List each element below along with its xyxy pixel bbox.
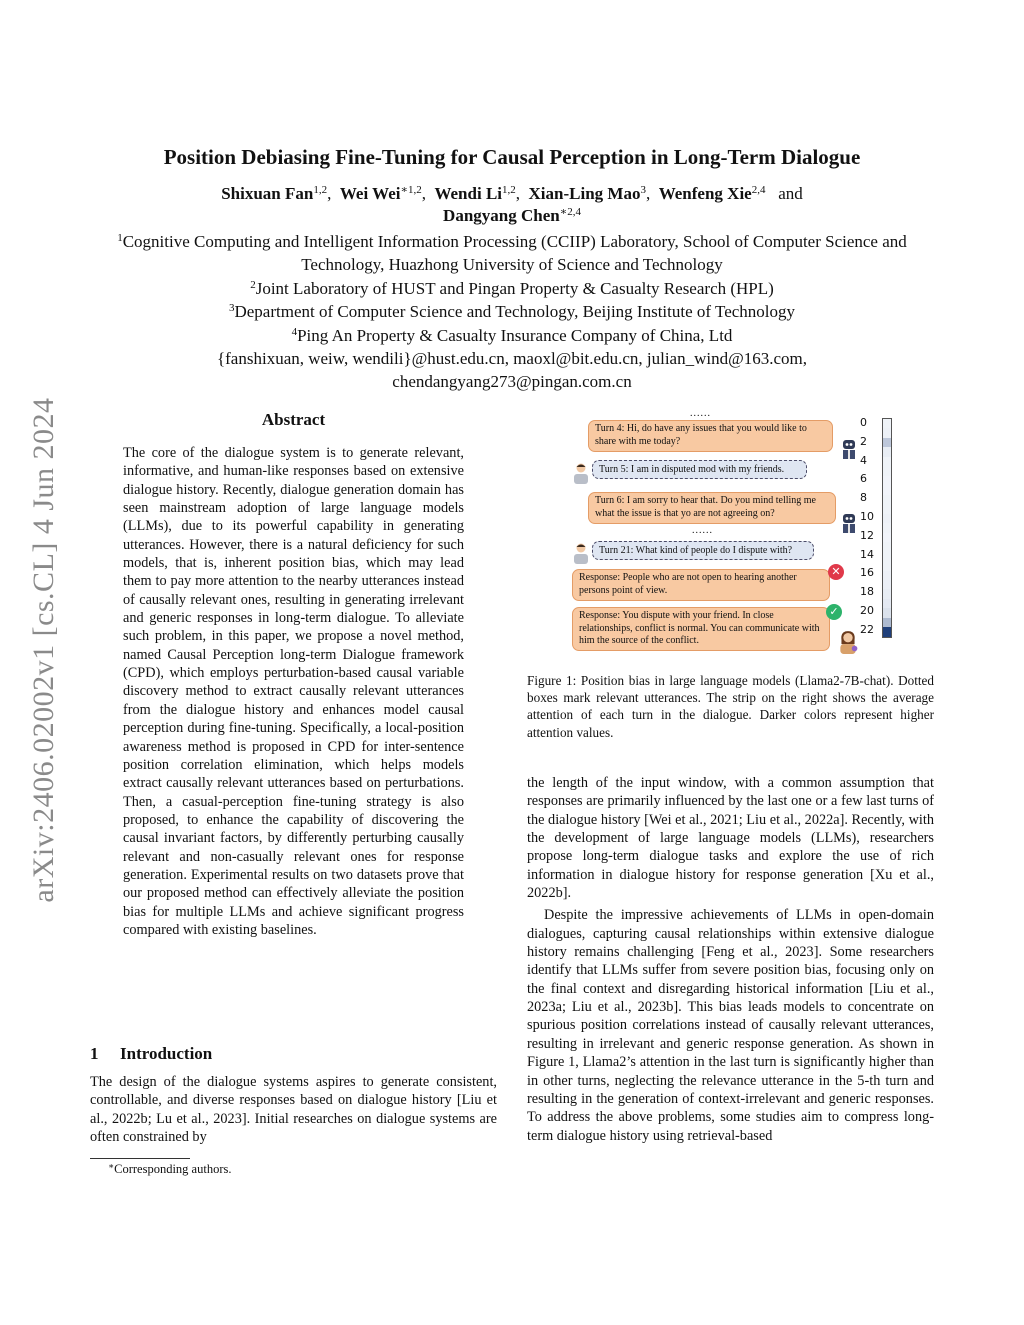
strip-tick-label: 18 [860, 585, 874, 599]
strip-tick-label: 2 [860, 434, 867, 448]
attention-cell [883, 618, 891, 627]
strip-tick-label: 20 [860, 604, 874, 617]
strip-tick-label: 16 [860, 566, 874, 580]
affiliation-3: $^3$Department of Computer Science and Technology, Beijing Institute of Technology [228, 302, 796, 322]
ellipsis-middle: ...... [692, 525, 713, 536]
authors-and: and [778, 184, 803, 203]
attention-cell [883, 552, 891, 561]
section-number: 1 [90, 1044, 99, 1063]
affiliations [90, 230, 934, 394]
email-line: chendangyang273@pingan.com.cn [392, 372, 632, 392]
affiliation-4: $^4$Ping An Property & Casualty Insurance Company of China, Ltd [291, 325, 733, 345]
author-sup: ∗1,2 [400, 184, 422, 196]
paragraph: Despite the impressive achievements of LLMs in open-domain dialogues, capturing causal relationships within extensive dialogue history remains challenging [Feng et al., 2023]. Some researchers identify that LLMs suffer from severe position bias, focusing only on the final context and disregarding historical information [Liu et al., 2023a; Liu et al., 2023b]. This bias leads models to concentrate on spurious position correlations instead of causally relevant utterances, resulting in irrelevant and generic response generation. As shown in Figure 1, Llama2’s attention in the last turn is significantly higher than in other turns, neglecting the relevance utterance in the 5-th turn and resulting in the generation of context-irrelevant and generic responses. To address the above problems, some studies aim to compress long-term dialogue history using retrieval-based [527, 907, 934, 1144]
attention-cell [883, 447, 891, 456]
bot-avatar-icon [840, 512, 858, 534]
turn-6-bubble: Turn 6: I am sorry to hear that. Do you mind telling me what the issue is that yo are not agreeing on? [588, 492, 836, 524]
figure-caption: Figure 1: Position bias in large language models (Llama2-7B-chat). Dotted boxes mark relevant utterances. The strip on the right shows the average attention of each turn in the dialogue. Darker colors represent higher attention values. [527, 673, 934, 740]
author-sup: 1,2 [313, 184, 328, 196]
figure-1 [560, 408, 900, 658]
section-heading [90, 1044, 212, 1064]
attention-cell [883, 419, 891, 428]
response-irrelevant-bubble: Response: People who are not open to hearing another persons point of view. [572, 569, 830, 601]
attention-cell [883, 599, 891, 608]
turn-21-bubble: Turn 21: What kind of people do I dispute with? [592, 541, 814, 560]
strip-tick-label: 12 [860, 528, 874, 542]
user-avatar-icon [572, 462, 590, 484]
footnote [108, 1162, 231, 1177]
author-sup: 1,2 [502, 184, 516, 196]
response-relevant-bubble: Response: You dispute with your friend. In close relationships, conflict is normal. You can communicate with him the source of the conflict. [572, 607, 830, 651]
turn-5-bubble: Turn 5: I am in disputed mod with my friends. [592, 460, 807, 479]
footnote-mark: ∗ [108, 1161, 115, 1171]
intro-paragraph: The design of the dialogue systems aspires to generate consistent, controllable, and diverse responses based on dialogue history [Liu et al., 2022b; Lu et al., 2023]. Initial researches on dialogue systems are often constrained by [90, 1074, 497, 1146]
strip-tick-label: 10 [860, 510, 874, 523]
email-line: {fanshixuan, weiw, wendili}@hust.edu.cn, maoxl@bit.edu.cn, julian_wind@163.com, [216, 349, 808, 369]
attention-cell [883, 495, 891, 504]
attention-cell [883, 533, 891, 542]
attention-cell [883, 466, 891, 475]
strip-tick-label: 8 [860, 491, 867, 505]
author-name: Wei Wei [339, 184, 401, 203]
bot-avatar-icon [840, 438, 858, 460]
attention-cell [883, 504, 891, 513]
section-title: Introduction [120, 1044, 213, 1063]
user-avatar-icon [838, 630, 858, 654]
author-sup: 2,4 [751, 184, 766, 196]
cross-icon: ✕ [828, 564, 844, 580]
author-name: Shixuan Fan [221, 184, 314, 203]
check-icon: ✓ [826, 604, 842, 620]
author-sup: 3 [640, 184, 646, 196]
abstract-body: The core of the dialogue system is to generate relevant, informative, and human-like responses based on extensive dialogue history. Recently, dialogue generation domain has seen mainstream adoption of large language models (LLMs), due to its powerful capability in generating utterances. However, there is a natural deficiency for such models, that is, inherent position bias, which may lead them to pay more attention to the nearby utterances instead of causally relevant ones, resulting in generating irrelevant and generic responses in long-term dialogue. To alleviate such problem, in this paper, we propose a novel method, named Causal Perception long-term Dialogue framework (CPD), which employs perturbation-based causal variable discovery method to extract causally relevant utterances from the dialogue history and enhances model causal perception during fine-tuning. Specifically, a local-position awareness method is proposed in CPD for inter-sentence position correlation elimination, which helps models extract causally relevant utterances based on perturbations. Then, a casual-perception fine-tuning strategy is also proposed, to enhance the capability of discovering the causal invariant factors, by differently perturbing causally relevant and non-casually relevant ones for response generation. Experimental results on two datasets prove that our proposed method can effectively alleviate the position bias for multiple LLMs and achieve significant progress compared with existing baselines. [123, 445, 464, 938]
footnote-rule [90, 1158, 190, 1159]
attention-cell [883, 485, 891, 494]
arxiv-identifier [22, 370, 66, 930]
arxiv-identifier-text: arXiv:2406.02002v1 [cs.CL] 4 Jun 2024 [27, 397, 60, 903]
attention-cell [883, 571, 891, 580]
paper-title: Position Debiasing Fine-Tuning for Causal Perception in Long-Term Dialogue [163, 145, 861, 169]
strip-tick-label: 14 [860, 547, 874, 561]
paragraph: the length of the input window, with a common assumption that responses are primarily influenced by the last one or a few last turns of the dialogue history [Wei et al., 2021; Liu et al., 2022a]. Recently, with the development of large language models (LLMs), researchers propose long-term dialogue tasks and explore the use of rich information in dialogue history for response generation [Xu et al., 2022b]. [527, 775, 934, 902]
abstract-heading: Abstract [261, 410, 326, 429]
strip-tick-label: 22 [860, 622, 874, 636]
attention-cell [883, 457, 891, 466]
author-name: Xian-Ling Mao [528, 184, 641, 203]
affiliation-1: $^1$Cognitive Computing and Intelligent Information Processing (CCIIP) Laboratory, School of Computer Science and Technology, Huazhong University of Science and Technology [117, 232, 907, 275]
turn-4-bubble: Turn 4: Hi, do have any issues that you would like to share with me today? [588, 420, 833, 452]
attention-cell [883, 608, 891, 617]
attention-strip [882, 418, 892, 638]
attention-cell [883, 428, 891, 437]
attention-cell [883, 561, 891, 570]
author-sup: ∗2,4 [559, 206, 581, 218]
affiliation-2: $^2$Joint Laboratory of HUST and Pingan Property & Casualty Research (HPL) [250, 278, 774, 298]
user-avatar-icon [572, 542, 590, 564]
attention-cell [883, 523, 891, 532]
attention-cell [883, 627, 891, 636]
author-list: Shixuan Fan$^{1,2}$, Wei Wei$^{∗1,2}$, Wendi Li$^{1,2}$, Xian-Ling Mao$^3$, Wenfeng Xie$^{2,4}$ and Dangyang Chen$^{∗2,4}$ [221, 184, 803, 225]
strip-tick-label: 0 [860, 416, 867, 429]
author-name: Wendi Li [434, 184, 503, 203]
right-column-text [527, 774, 934, 1145]
attention-cell [883, 589, 891, 598]
author-name: Dangyang Chen [443, 206, 560, 225]
footnote-text: Corresponding authors. [114, 1162, 232, 1176]
author-name: Wenfeng Xie [658, 184, 752, 203]
strip-tick-label: 4 [860, 453, 867, 467]
ellipsis-top: ...... [690, 408, 711, 419]
strip-tick-label: 6 [860, 472, 867, 486]
attention-cell [883, 580, 891, 589]
attention-cell [883, 514, 891, 523]
attention-cell [883, 476, 891, 485]
attention-cell [883, 438, 891, 447]
attention-cell [883, 542, 891, 551]
